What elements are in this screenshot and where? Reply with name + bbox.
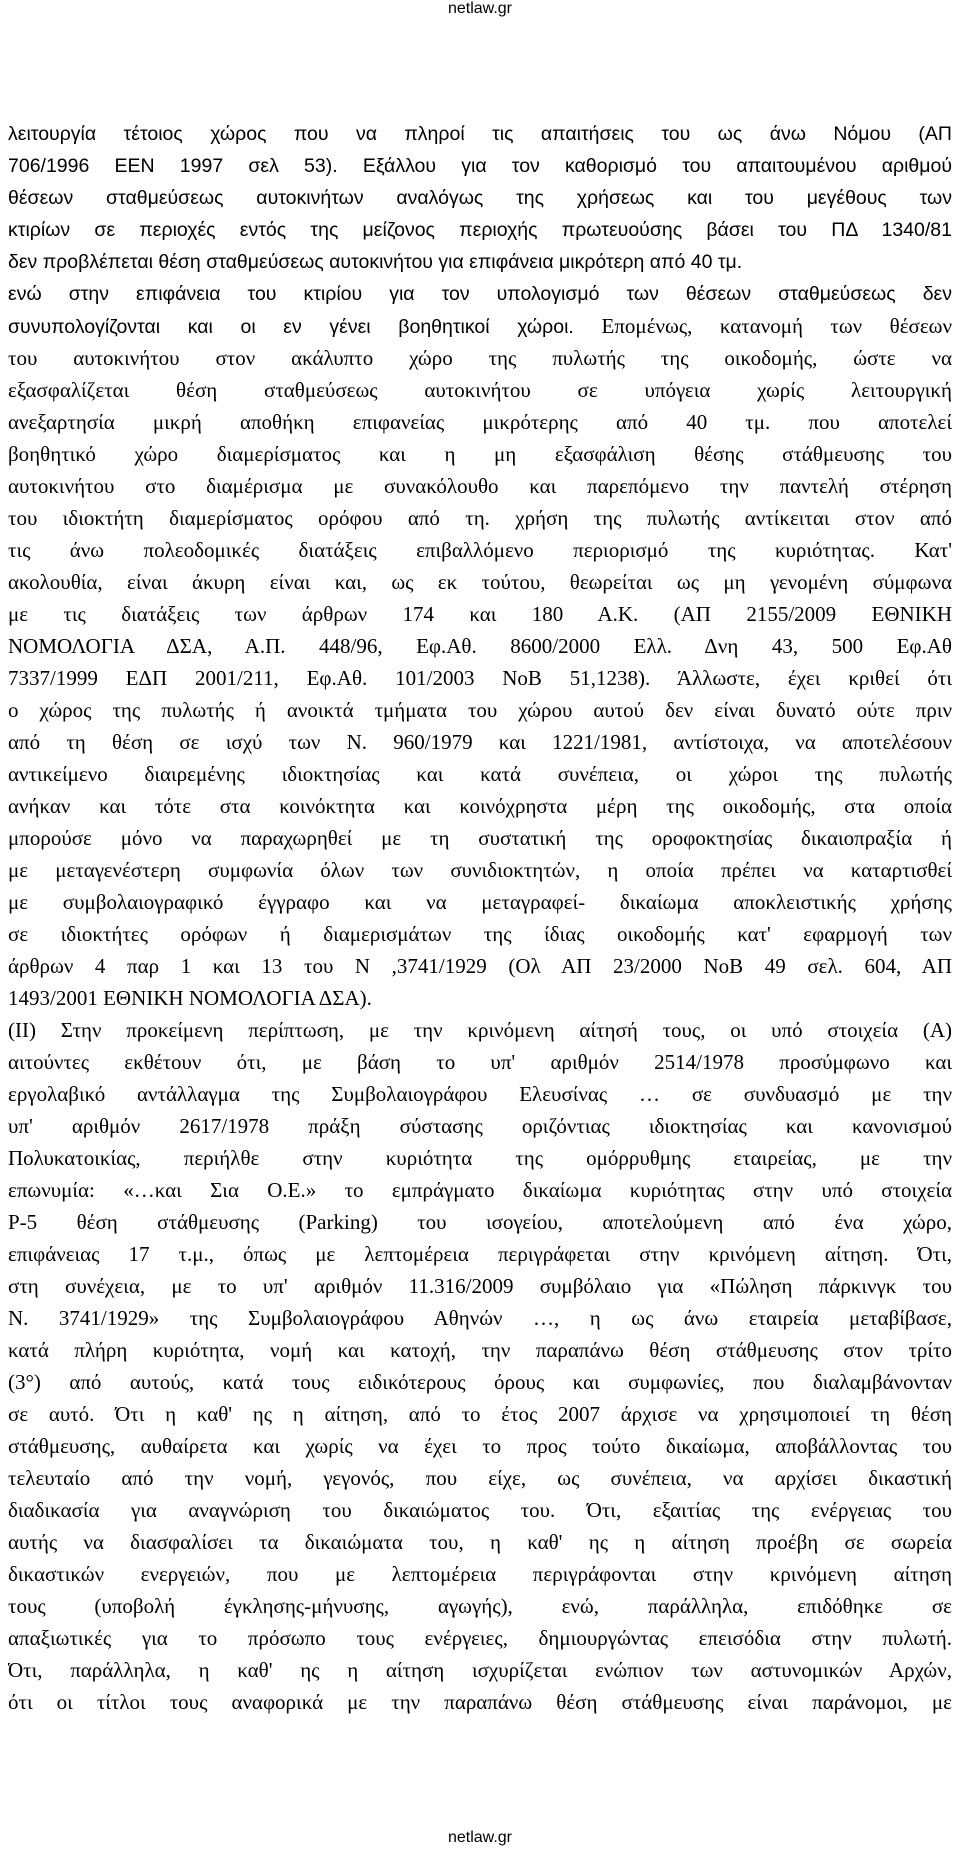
document-line: άρθρων 4 παρ 1 και 13 του Ν ,3741/1929 (Ολ ΑΠ 23/2000 ΝοΒ 49 σελ. 604, ΑΠ xyxy=(8,954,952,978)
document-line: κατά πλήρη κυριότητα, νομή και κατοχή, την παραπάνω θέση στάθμευσης στον τρίτο xyxy=(8,1338,952,1362)
site-footer: netlaw.gr xyxy=(447,1829,513,1846)
site-header: netlaw.gr xyxy=(447,0,513,17)
document-line: τους (υποβολή έγκλησης-μήνυσης, αγωγής), ενώ, παράλληλα, επιδόθηκε σε xyxy=(8,1594,952,1618)
document-line xyxy=(8,310,952,342)
document-line: (ΙΙ) Στην προκείμενη περίπτωση, με την κρινόμενη αίτησή τους, οι υπό στοιχεία (Α) xyxy=(8,1018,952,1042)
document-line: αυτής να διασφαλίσει τα δικαιώματα του, η καθ' ης η αίτηση προέβη σε σωρεία xyxy=(8,1530,952,1554)
document-body xyxy=(8,118,952,1718)
document-line: ότι οι τίτλοι τους αναφορικά με την παραπάνω θέση στάθμευσης είναι παράνομοι, με xyxy=(8,1690,952,1714)
document-line: τελευταίο από την νομή, γεγονός, που είχε, ως συνέπεια, να αρχίσει δικαστική xyxy=(8,1466,952,1490)
document-line: μπορούσε μόνο να παραχωρηθεί με τη συστατική της οροφοκτησίας δικαιοπραξία ή xyxy=(8,826,952,850)
document-line: εργολαβικό αντάλλαγμα της Συμβολαιογράφου Ελευσίνας … σε συνδυασμό με την xyxy=(8,1082,952,1106)
document-line-segment: Επομένως, κατανομή των θέσεων xyxy=(601,314,952,338)
document-line: ενώ στην επιφάνεια του κτιρίου για τον υπολογισμό των θέσεων σταθμεύσεως δεν xyxy=(8,283,952,305)
document-line: με τις διατάξεις των άρθρων 174 και 180 Α.Κ. (ΑΠ 2155/2009 ΕΘΝΙΚΗ xyxy=(8,602,952,626)
document-line: επιφάνειας 17 τ.μ., όπως με λεπτομέρεια περιγράφεται στην κρινόμενη αίτηση. Ότι, xyxy=(8,1242,952,1266)
document-line: επωνυμία: «…και Σια Ο.Ε.» το εμπράγματο δικαίωμα κυριότητας στην υπό στοιχεία xyxy=(8,1178,952,1202)
document-line: Ότι, παράλληλα, η καθ' ης η αίτηση ισχυρίζεται ενώπιον των αστυνομικών Αρχών, xyxy=(8,1658,952,1682)
document-line: ο χώρος της πυλωτής ή ανοικτά τμήματα του χώρου αυτού δεν είναι δυνατό ούτε πριν xyxy=(8,698,952,722)
document-line: Πολυκατοικίας, περιήλθε στην κυριότητα της ομόρρυθμης εταιρείας, με την xyxy=(8,1146,952,1170)
document-line: ανεξαρτησία μικρή αποθήκη επιφανείας μικρότερης από 40 τμ. που αποτελεί xyxy=(8,410,952,434)
document-line: αυτοκινήτου στο διαμέρισμα με συνακόλουθο και παρεπόμενο την παντελή στέρηση xyxy=(8,474,952,498)
document-line: σε ιδιοκτήτες ορόφων ή διαμερισμάτων της ίδιας οικοδομής κατ' εφαρμογή των xyxy=(8,922,952,946)
document-line: δικαστικών ενεργειών, που με λεπτομέρεια περιγράφονται στην κρινόμενη αίτηση xyxy=(8,1562,952,1586)
document-line-segment: συνυπολογίζονται και οι εν γένει βοηθητικοί χώροι. xyxy=(8,316,602,338)
document-line: από τη θέση σε ισχύ των Ν. 960/1979 και 1221/1981, αντίστοιχα, να αποτελέσουν xyxy=(8,730,952,754)
document-line: λειτουργία τέτοιος χώρος που να πληροί τις απαιτήσεις του ως άνω Νόμου (ΑΠ xyxy=(8,123,952,145)
document-line: ανήκαν και τότε στα κοινόκτητα και κοινόχρηστα μέρη της οικοδομής, στα οποία xyxy=(8,794,952,818)
document-line: κτιρίων σε περιοχές εντός της μείζονος περιοχής πρωτευούσης βάσει του ΠΔ 1340/81 xyxy=(8,219,952,241)
document-line: του αυτοκινήτου στον ακάλυπτο χώρο της πυλωτής της οικοδομής, ώστε να xyxy=(8,346,952,370)
document-line: στη συνέχεια, με το υπ' αριθμόν 11.316/2009 συμβόλαιο για «Πώληση πάρκινγκ του xyxy=(8,1274,952,1298)
document-line: του ιδιοκτήτη διαμερίσματος ορόφου από τη. χρήση της πυλωτής αντίκειται στον από xyxy=(8,506,952,530)
document-line: 1493/2001 ΕΘΝΙΚΗ ΝΟΜΟΛΟΓΙΑ ΔΣΑ). xyxy=(8,986,372,1010)
document-line: με μεταγενέστερη συμφωνία όλων των συνιδιοκτητών, η οποία πρέπει να καταρτισθεί xyxy=(8,858,952,882)
document-line: με συμβολαιογραφικό έγγραφο και να μεταγραφεί- δικαίωμα αποκλειστικής χρήσης xyxy=(8,890,952,914)
document-line: υπ' αριθμόν 2617/1978 πράξη σύστασης οριζόντιας ιδιοκτησίας και κανονισμού xyxy=(8,1114,952,1138)
document-line: απαξιωτικές για το πρόσωπο τους ενέργειες, δημιουργώντας επεισόδια στην πυλωτή. xyxy=(8,1626,952,1650)
document-line: δεν προβλέπεται θέση σταθμεύσεως αυτοκινήτου για επιφάνεια μικρότερη από 40 τμ. xyxy=(8,251,743,273)
document-line: 7337/1999 ΕΔΠ 2001/211, Εφ.Αθ. 101/2003 ΝοΒ 51,1238). Άλλωστε, έχει κριθεί ότι xyxy=(8,666,952,690)
document-line: ακολουθία, είναι άκυρη είναι και, ως εκ τούτου, θεωρείται ως μη γενομένη σύμφωνα xyxy=(8,570,952,594)
document-line: αιτούντες εκθέτουν ότι, με βάση το υπ' αριθμόν 2514/1978 προσύμφωνο και xyxy=(8,1050,952,1074)
document-line: Ν. 3741/1929» της Συμβολαιογράφου Αθηνών …, η ως άνω εταιρεία μεταβίβασε, xyxy=(8,1306,952,1330)
document-line: αντικείμενο διαιρεμένης ιδιοκτησίας και κατά συνέπεια, οι χώροι της πυλωτής xyxy=(8,762,952,786)
document-line: διαδικασία για αναγνώριση του δικαιώματος του. Ότι, εξαιτίας της ενέργειας του xyxy=(8,1498,952,1522)
document-line: 706/1996 ΕΕΝ 1997 σελ 53). Εξάλλου για τον καθορισμό του απαιτουμένου αριθμού xyxy=(8,155,952,177)
document-line: βοηθητικό χώρο διαμερίσματος και η μη εξασφάλιση θέσης στάθμευσης του xyxy=(8,442,952,466)
document-line: θέσεων σταθμεύσεως αυτοκινήτων αναλόγως της χρήσεως και του μεγέθους των xyxy=(8,187,952,209)
document-line: εξασφαλίζεται θέση σταθμεύσεως αυτοκινήτου σε υπόγεια χωρίς λειτουργική xyxy=(8,378,952,402)
document-line: τις άνω πολεοδομικές διατάξεις επιβαλλόμενο περιορισμό της κυριότητας. Κατ' xyxy=(8,538,952,562)
document-line: ΝΟΜΟΛΟΓΙΑ ΔΣΑ, Α.Π. 448/96, Εφ.Αθ. 8600/2000 Ελλ. Δνη 43, 500 Εφ.Αθ xyxy=(8,634,952,658)
document-line: (3°) από αυτούς, κατά τους ειδικότερους όρους και συμφωνίες, που διαλαμβάνονταν xyxy=(8,1370,952,1394)
document-line: Ρ-5 θέση στάθμευσης (Parking) του ισογείου, αποτελούμενη από ένα χώρο, xyxy=(8,1210,952,1234)
document-line: σε αυτό. Ότι η καθ' ης η αίτηση, από το έτος 2007 άρχισε να χρησιμοποιεί τη θέση xyxy=(8,1402,952,1426)
document-line: στάθμευσης, αυθαίρετα και χωρίς να έχει το προς τούτο δικαίωμα, αποβάλλοντας του xyxy=(8,1434,952,1458)
